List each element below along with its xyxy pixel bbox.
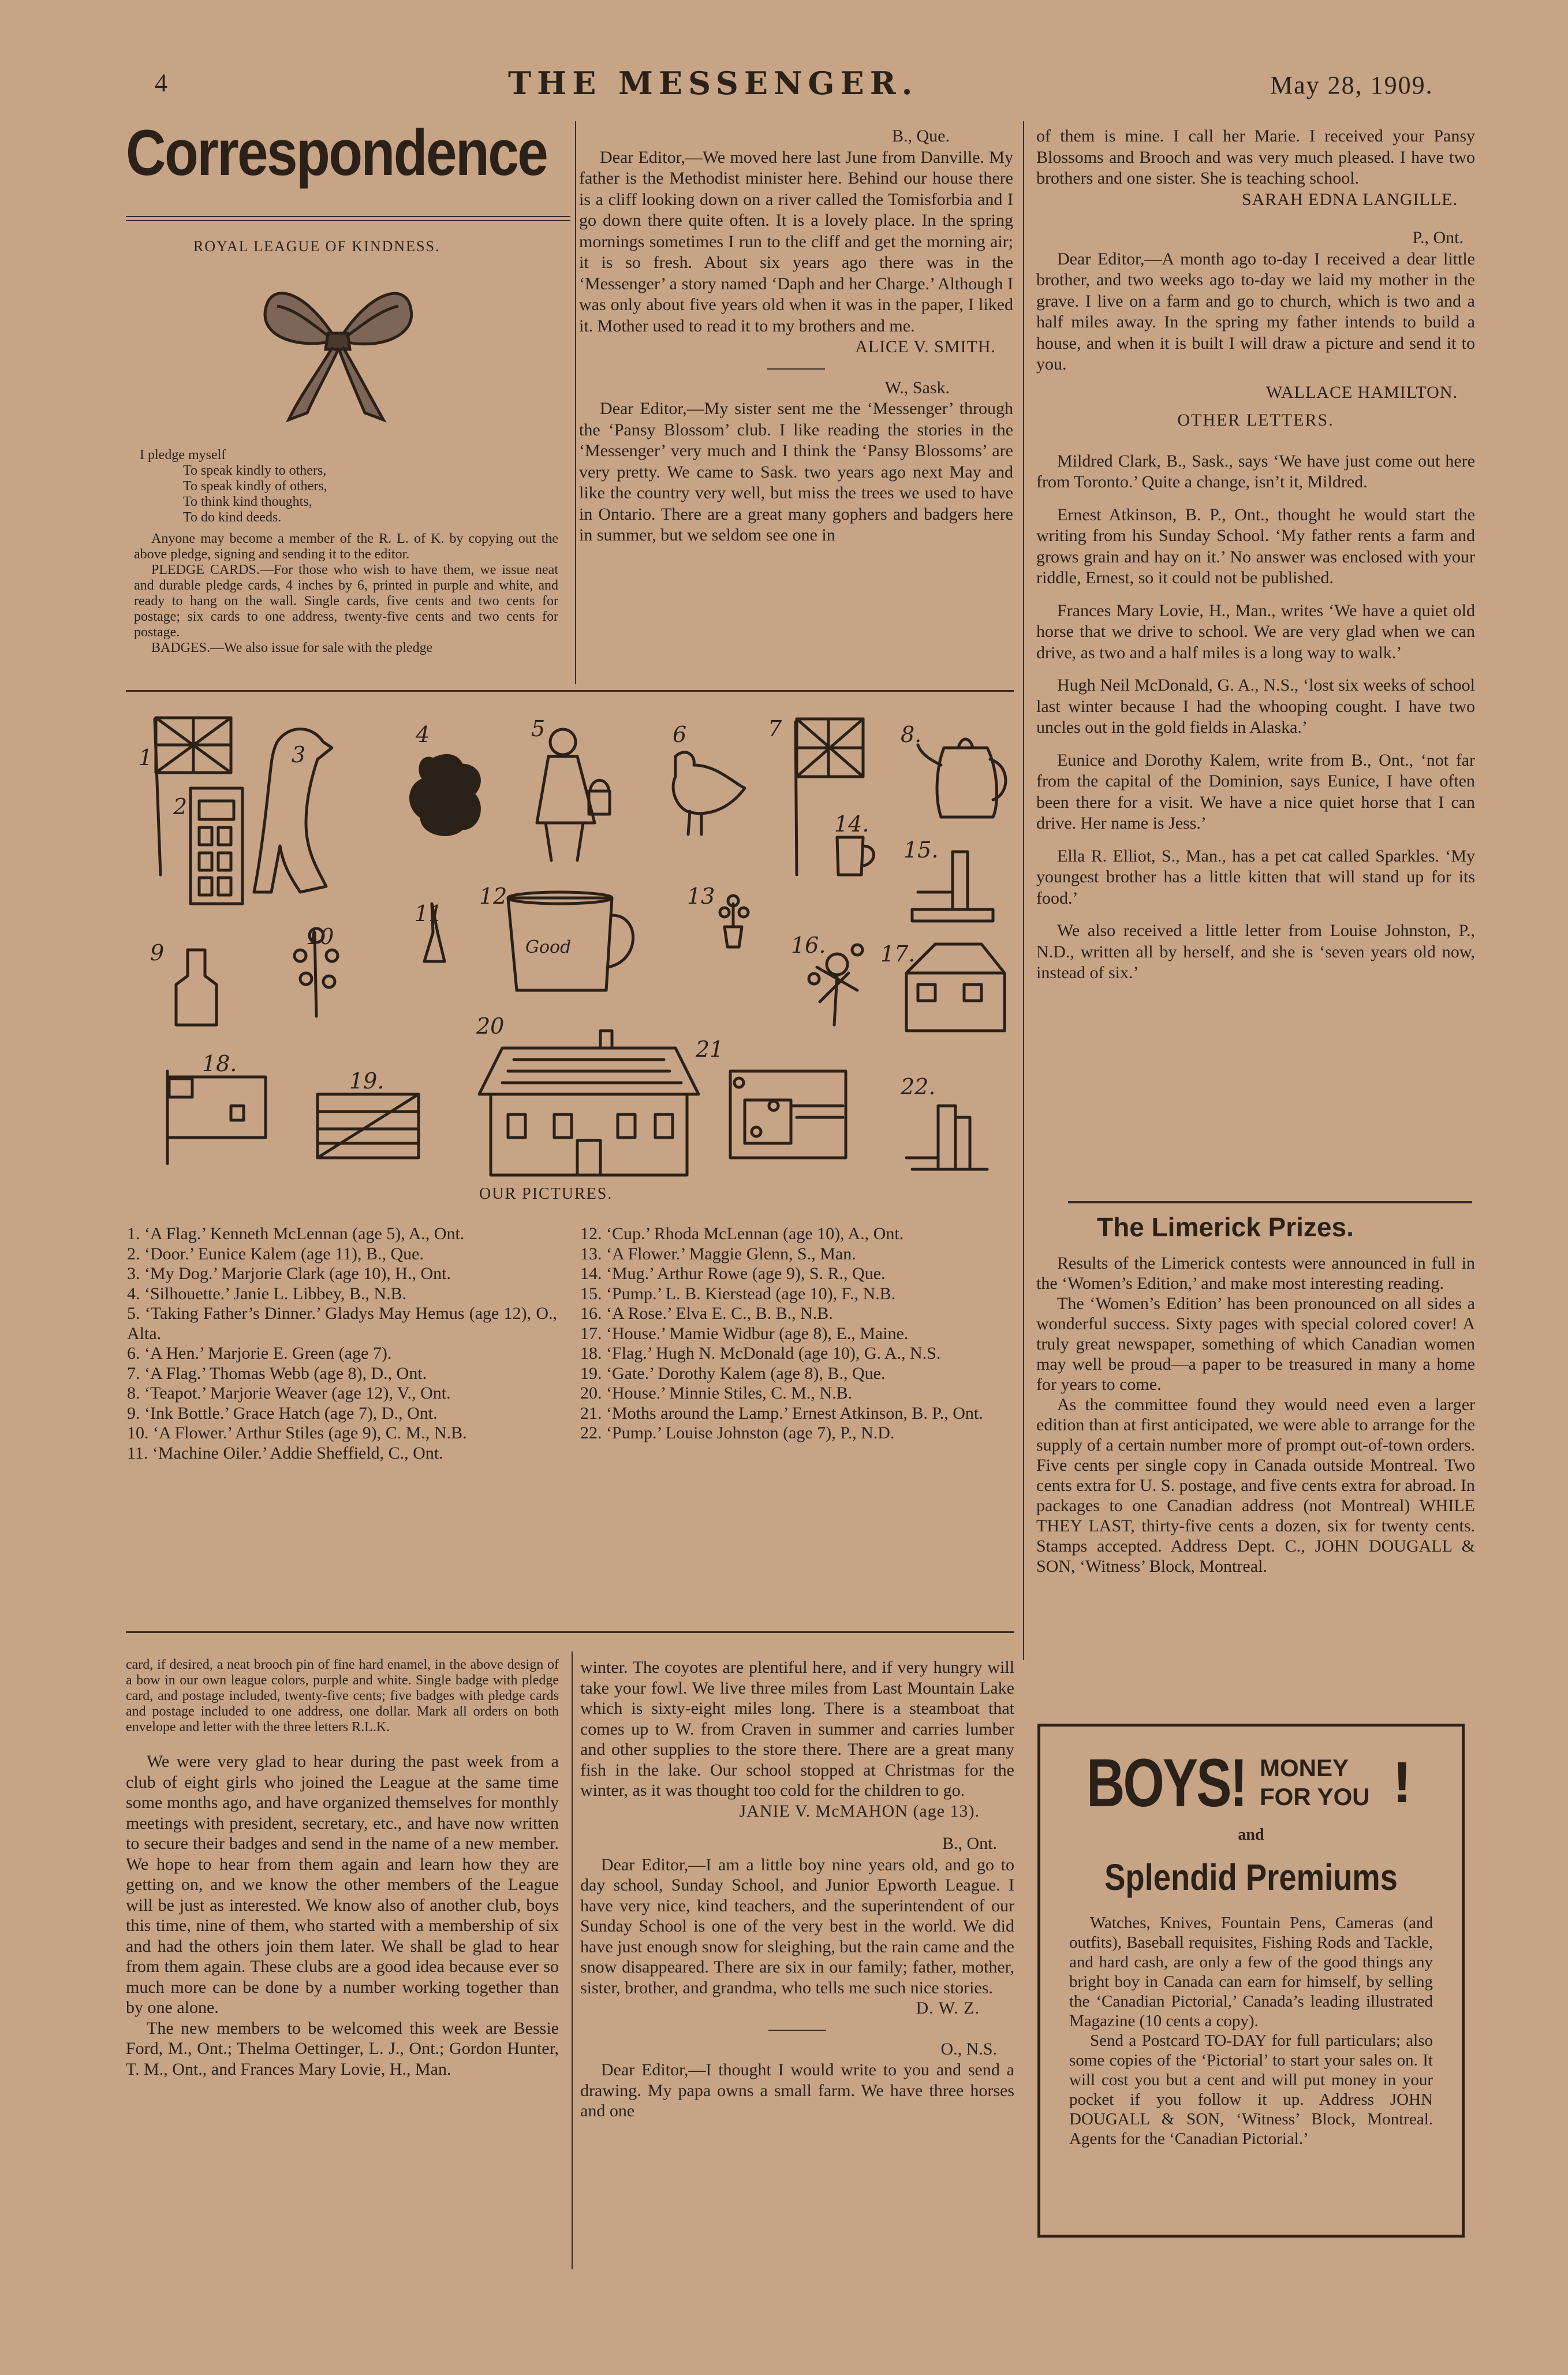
gate-drawing [318, 1094, 419, 1158]
other-letter: Ernest Atkinson, B. P., Ont., thought he would start the writing from his Sunday School. ‘My father rents a farm and grows grain and hay on it.’ No answer was enclosed with your riddle, Ernest, so it could not be published. [1036, 505, 1475, 587]
picture-credit: 10. ‘A Flower.’ Arthur Stiles (age 9), C. M., N.B. [127, 1423, 467, 1442]
picture-number: 1. [139, 745, 160, 770]
pledge-line: I pledge myself [140, 448, 226, 463]
letter-place: W., Sask. [884, 378, 950, 397]
club-paragraph: We were very glad to hear during the past week from a club of eight girls who joined the League at the same time some months ago, and have organized themselves for monthly meetings with president, secretary, etc., and have now written to secure their badges and send in the name of a new member. We hope to hear from them again and learn how they are getting on, and we know the other members of the League will be just as interested. We know also of another club, boys this time, nine of them, who started with a membership of six and had the others join them later. We shall be glad to hear from them again. These clubs are a good idea because ever so much more can be done by a number working together than by one alone. [126, 1752, 559, 2017]
ad-boys: BOYS! [1087, 1745, 1246, 1821]
league-text [134, 531, 558, 656]
pledge-line: To think kind thoughts, [183, 494, 312, 509]
letter-signature: SARAH EDNA LANGILLE. [1241, 189, 1458, 209]
bottom-left-column [126, 1657, 559, 2079]
picture-number: 21 [696, 1037, 724, 1062]
other-letter: Eunice and Dorothy Kalem, write from B., Ont., ‘not far from the capital of the Dominion, says Eunice, I have often been there for a visit. We have a nice quiet horse that I can drive. Her name is Jess.’ [1036, 750, 1475, 833]
bow-icon [254, 269, 421, 430]
other-letter: Frances Mary Lovie, H., Man., writes ‘We have a quiet old horse that we drive to school. We are very glad when we can drive, as two and a half miles is a long way to walk.’ [1036, 601, 1475, 662]
letter-signature: WALLACE HAMILTON. [1266, 382, 1458, 402]
pictures-list-right [580, 1224, 1013, 1444]
letter-place: P., Ont. [1412, 228, 1464, 247]
club-paragraph: The new members to be welcomed this week are Bessie Ford, M., Ont.; Thelma Oettinger, L. J., Ont.; Gordon Hunter, T. M., Ont., and Frances Mary Lovie, H., Man. [126, 2018, 559, 2079]
letter-place: B., Que. [892, 126, 950, 146]
picture-number: 12 [479, 883, 507, 909]
column-rule [575, 121, 576, 684]
picture-number: 7 [768, 716, 782, 741]
picture-credit: 13. ‘A Flower.’ Maggie Glenn, S., Man. [580, 1244, 856, 1263]
hen-drawing [673, 752, 745, 834]
ink-bottle-drawing [176, 950, 216, 1025]
limerick-text [1036, 1253, 1475, 1576]
letter-place: B., Ont. [942, 1834, 997, 1853]
divider [768, 2030, 826, 2031]
picture-number: 2 [173, 794, 188, 819]
cup-word: Good [525, 937, 572, 957]
limerick-title: The Limerick Prizes. [1097, 1212, 1354, 1242]
ad-money: MONEY [1260, 1754, 1349, 1781]
letter-body: Dear Editor,—A month ago to-day I received a dear little brother, and two weeks ago to-day we laid my mother in the grave. I live on a farm and go to church, which is two and a half miles away. In the spring my father intends to build a house, and when it is built I will draw a picture and send it to you. [1036, 249, 1475, 374]
house-drawing [479, 1031, 699, 1175]
picture-number: 14. [834, 811, 869, 837]
picture-number: 15. [904, 837, 939, 863]
bottom-middle-column [580, 1657, 1014, 2122]
picture-credit: 5. ‘Taking Father’s Dinner.’ Gladys May Hemus (age 12), O., Alta. [127, 1304, 557, 1343]
league-title: ROYAL LEAGUE OF KINDNESS. [193, 238, 440, 255]
section-title: Correspondence [126, 117, 547, 189]
picture-number: 9 [150, 940, 165, 965]
letter-signature: ALICE V. SMITH. [855, 337, 996, 356]
letters-right [1036, 126, 1475, 984]
picture-number: 13 [687, 883, 715, 909]
flag-drawing [167, 1071, 266, 1164]
flag-drawing [796, 719, 863, 875]
ad-and: and [1238, 1826, 1264, 1844]
picture-credit: 7. ‘A Flag.’ Thomas Webb (age 8), D., Ont. [127, 1363, 427, 1383]
limerick-paragraph: As the committee found they would need even a larger edition than at first anticipated, we were able to arrange for the supply of a certain number more of prompt out-of-town orders. Five cents per single copy in Canada outside Montreal. Two cents extra for U. S. postage, and five cents extra for abroad. In packages to one Canadian address (not Montreal) WHILE THEY LAST, thirty-five cents a dozen, six for twenty cents. Stamps accepted. Address Dept. C., JOHN DOUGALL & SON, ‘Witness’ Block, Montreal. [1036, 1395, 1475, 1576]
picture-number: 4 [416, 722, 430, 747]
section-rule [126, 1631, 1014, 1633]
issue-date: May 28, 1909. [1270, 71, 1433, 99]
letter-signature: JANIE V. McMAHON (age 13). [739, 1801, 980, 1821]
divider [767, 368, 825, 370]
league-paragraph: PLEDGE CARDS.—For those who wish to have them, we issue neat and durable pledge cards, 4 inches by 6, printed in purple and white, and ready to hang on the wall. Single cards, five cents and two cents for postage; six cards to one address, twenty-five cents and two cents for postage. [134, 562, 558, 640]
picture-credit: 2. ‘Door.’ Eunice Kalem (age 11), B., Que. [127, 1244, 424, 1263]
badge-text: card, if desired, a neat brooch pin of fine hard enamel, in the above design of a bow in our own league colors, purple and white. Single badge with pledge card, and postage included, twenty-five cents; five badges with pledge cards and postage included to one address, one dollar. Mark all orders on both envelope and letter with the three letters R.L.K. [126, 1657, 559, 1735]
picture-credit: 12. ‘Cup.’ Rhoda McLennan (age 10), A., Ont. [580, 1224, 904, 1243]
picture-number: 17. [880, 941, 916, 967]
club-news [126, 1751, 559, 2079]
ad-premiums: Splendid Premiums [1104, 1856, 1398, 1898]
girl-drawing [537, 729, 610, 860]
limerick-rule [1068, 1201, 1472, 1203]
column-rule [572, 1651, 573, 2269]
picture-credit: 19. ‘Gate.’ Dorothy Kalem (age 8), B., Que. [580, 1363, 886, 1383]
section-rule [126, 690, 1014, 692]
ad-headline [1069, 1744, 1433, 1819]
ad-body [1069, 1913, 1433, 2149]
picture-number: 10 [306, 924, 334, 949]
masthead: THE MESSENGER. [508, 65, 919, 102]
pump-drawing [906, 1106, 987, 1169]
pledge-line: To do kind deeds. [183, 510, 282, 525]
picture-number: 16. [791, 933, 826, 958]
picture-number: 5 [531, 716, 546, 741]
limerick-paragraph: Results of the Limerick contests were announced in full in the ‘Women’s Edition,’ and make most interesting reading. [1036, 1254, 1475, 1293]
column-rule [1023, 121, 1024, 1660]
letter-body: Dear Editor,—I am a little boy nine years old, and go to day school, Sunday School, and Junior Epworth League. I have very nice, kind teachers, and the superintendent of our Sunday School is one of the very best in the world. We did have just enough snow for sleighing, but the rain came and the snow disappeared. There are six in our family; father, mother, sister, brother, and grandma, who tells me such nice stories. [580, 1855, 1014, 1997]
picture-credit: 22. ‘Pump.’ Louise Johnston (age 7), P., N.D. [580, 1423, 895, 1442]
picture-number: 22. [901, 1074, 936, 1099]
letter-body: Dear Editor,—I thought I would write to you and send a drawing. My papa owns a small farm. We have three horses and one [580, 2060, 1014, 2120]
letter-body: Dear Editor,—We moved here last June from Danville. My father is the Methodist minister here. Behind our house there is a cliff looking down on a river called the Tomisforbia and I go down there quite often. It is a lovely place. In the spring mornings sometimes I run to the cliff and get the morning air; it is so fresh. About six years ago there was in the ‘Messenger’ a story named ‘Daph and her Charge.’ Although I was only about five years old when it was in the paper, I liked it. Mother used to read it to my brothers and me. [579, 147, 1013, 335]
title-rule [126, 216, 570, 221]
other-letter: Mildred Clark, B., Sask., says ‘We have just come out here from Toronto.’ Quite a change, isn’t it, Mildred. [1036, 451, 1475, 491]
silhouette-drawing [410, 755, 479, 834]
pictures-caption: OUR PICTURES. [479, 1185, 613, 1203]
letter-body: winter. The coyotes are plentiful here, and if very hungry will take your fowl. We live three miles from Last Mountain Lake which is sixty-eight miles long. There is a steamboat that comes up to W. from Craven in summer and carries lumber and other supplies to the store there. There are a great many fish in the lake. Our school stopped at Christmas for the winter, as it was thought too cold for the children to go. [580, 1658, 1014, 1800]
picture-credit: 9. ‘Ink Bottle.’ Grace Hatch (age 7), D., Ont. [127, 1403, 438, 1423]
teapot-drawing [918, 739, 1006, 817]
letter-signature: D. W. Z. [916, 1999, 980, 2018]
picture-credit: 4. ‘Silhouette.’ Janie L. Libbey, B., N.B. [127, 1284, 407, 1303]
picture-credit: 20. ‘House.’ Minnie Stiles, C. M., N.B. [580, 1384, 853, 1403]
league-paragraph: Anyone may become a member of the R. L. of K. by copying out the above pledge, signing and sending it to the editor. [134, 531, 558, 562]
ad-paragraph: Send a Postcard TO-DAY for full particulars; also some copies of the ‘Pictorial’ to start your sales on. It will cost you but a cent and will put money in your pocket if you follow it up. Address JOHN DOUGALL & SON, ‘Witness’ Block, Montreal. Agents for the ‘Canadian Pictorial.’ [1069, 2031, 1433, 2148]
pledge [134, 448, 411, 525]
pledge-line: To speak kindly of others, [183, 479, 327, 494]
other-letter: We also received a little letter from Louise Johnston, P., N.D., written all by herself, and she is ‘seven years old now, instead of six.’ [1036, 921, 1475, 982]
picture-number: 3 [292, 742, 306, 767]
picture-credit: 14. ‘Mug.’ Arthur Rowe (age 9), S. R., Que. [580, 1264, 886, 1283]
letter-place: O., N.S. [940, 2039, 997, 2059]
potted-plant-drawing [720, 896, 748, 947]
picture-number: 8. [901, 722, 922, 747]
picture-number: 11 [415, 901, 443, 926]
boys-ad [1037, 1724, 1465, 2238]
limerick-paragraph: The ‘Women’s Edition’ has been pronounced on all sides a wonderful success. Sixty pages with special colored cover! A truly great newspaper, something of which Canadian women may well be proud—a paper to be treasured in many a home for years to come. [1036, 1294, 1475, 1394]
pictures-list-left [127, 1224, 557, 1463]
picture-credit: 17. ‘House.’ Mamie Widbur (age 8), E., Maine. [580, 1323, 909, 1343]
door-drawing [191, 788, 242, 904]
picture-credit: 3. ‘My Dog.’ Marjorie Clark (age 10), H., Ont. [127, 1264, 451, 1283]
letter-body: of them is mine. I call her Marie. I received your Pansy Blossoms and Brooch and was very much pleased. I have two brothers and one sister. She is teaching school. [1036, 126, 1475, 188]
picture-number: 19. [349, 1068, 384, 1094]
picture-credit: 8. ‘Teapot.’ Marjorie Weaver (age 12), V., Ont. [127, 1384, 451, 1403]
house-drawing [906, 944, 1005, 1031]
picture-number: 20 [476, 1013, 505, 1039]
letter-body: Dear Editor,—My sister sent me the ‘Messenger’ through the ‘Pansy Blossom’ club. I like reading the stories in the ‘Messenger’ very much and I think the ‘Pansy Blossoms’ are very pretty. We came to Sask. two years ago next May and like the country very well, but miss the trees we used to have in Ontario. There are a great many gophers and badgers here in summer, but we seldom see one in [579, 399, 1013, 545]
picture-credit: 16. ‘A Rose.’ Elva E. C., B. B., N.B. [580, 1304, 833, 1323]
league-paragraph: BADGES.—We also issue for sale with the pledge [151, 640, 433, 655]
picture-credit: 6. ‘A Hen.’ Marjorie E. Green (age 7). [127, 1344, 392, 1363]
mug-drawing [837, 837, 874, 875]
ad-for-you: FOR YOU [1260, 1783, 1370, 1810]
picture-number: 18. [202, 1051, 237, 1076]
other-letter: Hugh Neil McDonald, G. A., N.S., ‘lost six weeks of school last winter because I had the whooping cought. I have two uncles out in the gold fields in Alaska.’ [1036, 676, 1475, 737]
other-letter: Ella R. Elliot, S., Man., has a pet cat called Sparkles. ‘My youngest brother has a little kitten that will stand up for its food.’ [1036, 846, 1475, 908]
pledge-line: To speak kindly to others, [183, 463, 327, 478]
lamp-moths-drawing [730, 1071, 846, 1158]
picture-credit: 18. ‘Flag.’ Hugh N. McDonald (age 10), G. A., N.S. [580, 1344, 941, 1363]
letters-top-middle [579, 126, 1013, 546]
picture-number: 6 [673, 722, 687, 747]
ad-paragraph: Watches, Knives, Fountain Pens, Cameras (and outfits), Baseball requisites, Fishing Rods and Tackle, and hard cash, are only a few of the good things any bright boy in Canada can earn for himself, by selling the ‘Canadian Pictorial,’ Canada’s leading illustrated Magazine (10 cents a copy). [1069, 1913, 1433, 2030]
other-letters-title: OTHER LETTERS. [1177, 411, 1334, 430]
picture-credit: 15. ‘Pump.’ L. B. Kierstead (age 10), F., N.B. [580, 1284, 896, 1303]
ad-exclamation: ! [1392, 1750, 1412, 1815]
picture-credit: 21. ‘Moths around the Lamp.’ Ernest Atkinson, B. P., Ont. [580, 1403, 983, 1423]
picture-credit: 11. ‘Machine Oiler.’ Addie Sheffield, C., Ont. [127, 1443, 443, 1463]
picture-credit: 1. ‘A Flag.’ Kenneth McLennan (age 5), A., Ont. [127, 1224, 465, 1243]
children-drawings [133, 702, 1016, 1181]
page-number: 4 [155, 69, 167, 97]
